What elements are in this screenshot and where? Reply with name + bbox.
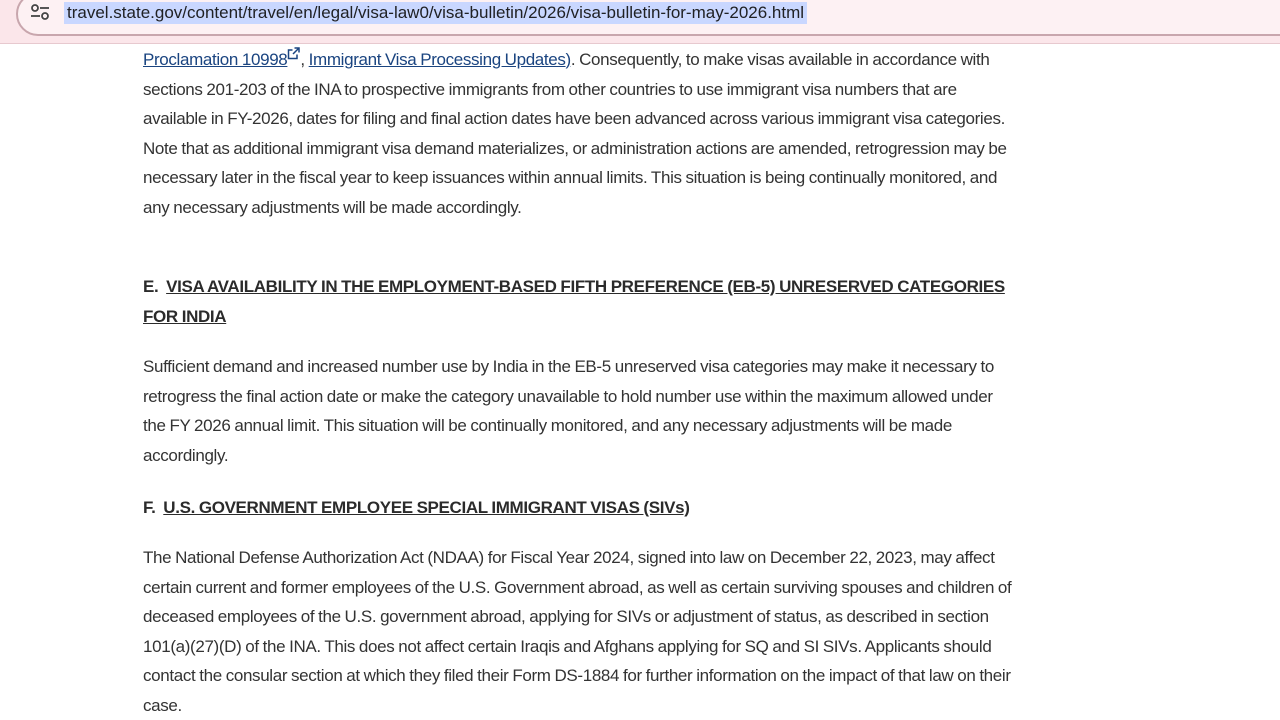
section-e-letter: E. (143, 277, 159, 296)
paragraph-text: . Consequently, to make visas available in accordance with sections 201-203 of the INA to prospective immigrants from other countries to use immigrant visa numbers that are available in FY-2026, dates for filing and final action dates have been advanced across various immigrant visa categories. Note that as additional immigrant visa demand materializes, or administration actions are amended, retrogression may be necessary later in the fiscal year to keep issuances within annual limits. This situation is being continually monitored, and any necessary adjustments will be made accordingly. (143, 50, 1007, 217)
proclamation-link[interactable]: Proclamation 10998 (143, 50, 300, 69)
url-text[interactable]: travel.state.gov/content/travel/en/legal/visa-law0/visa-bulletin/2026/visa-bulletin-for-may-2026.html (64, 2, 807, 24)
section-f-title: U.S. GOVERNMENT EMPLOYEE SPECIAL IMMIGRANT VISAS (SIVs) (163, 498, 690, 517)
browser-address-bar (0, 0, 1280, 44)
section-f-body: The National Defense Authorization Act (NDAA) for Fiscal Year 2024, signed into law on December 22, 2023, may affect certain current and former employees of the U.S. Government abroad, as well as certain surviving spouses and children of deceased employees of the U.S. government abroad, applying for SIVs or adjustment of status, as described in section 101(a)(27)(D) of the INA. This does not affect certain Iraqis and Afghans applying for SQ and SI SIVs. Applicants should contact the consular section at which they filed their Form DS-1884 for further information on the impact of that law on their case. (143, 548, 1012, 715)
section-e-heading (143, 272, 1018, 331)
section-f-letter: F. (143, 498, 156, 517)
tune-icon[interactable] (30, 3, 50, 21)
immigrant-visa-processing-updates-link[interactable]: Immigrant Visa Processing Updates) (308, 50, 571, 69)
link-separator: , (300, 50, 309, 69)
paragraph-visa-processing (143, 45, 1018, 222)
section-f-heading (143, 493, 1018, 523)
external-link-icon (287, 47, 300, 60)
section-e-body: Sufficient demand and increased number use by India in the EB-5 unreserved visa categories may make it necessary to retrogress the final action date or make the category unavailable to hold number use within the maximum allowed under the FY 2026 annual limit. This situation will be continually monitored, and any necessary adjustments will be made accordingly. (143, 357, 994, 465)
section-e-title: VISA AVAILABILITY IN THE EMPLOYMENT-BASED FIFTH PREFERENCE (EB-5) UNRESERVED CATEGORIES FOR INDIA (143, 277, 1005, 326)
